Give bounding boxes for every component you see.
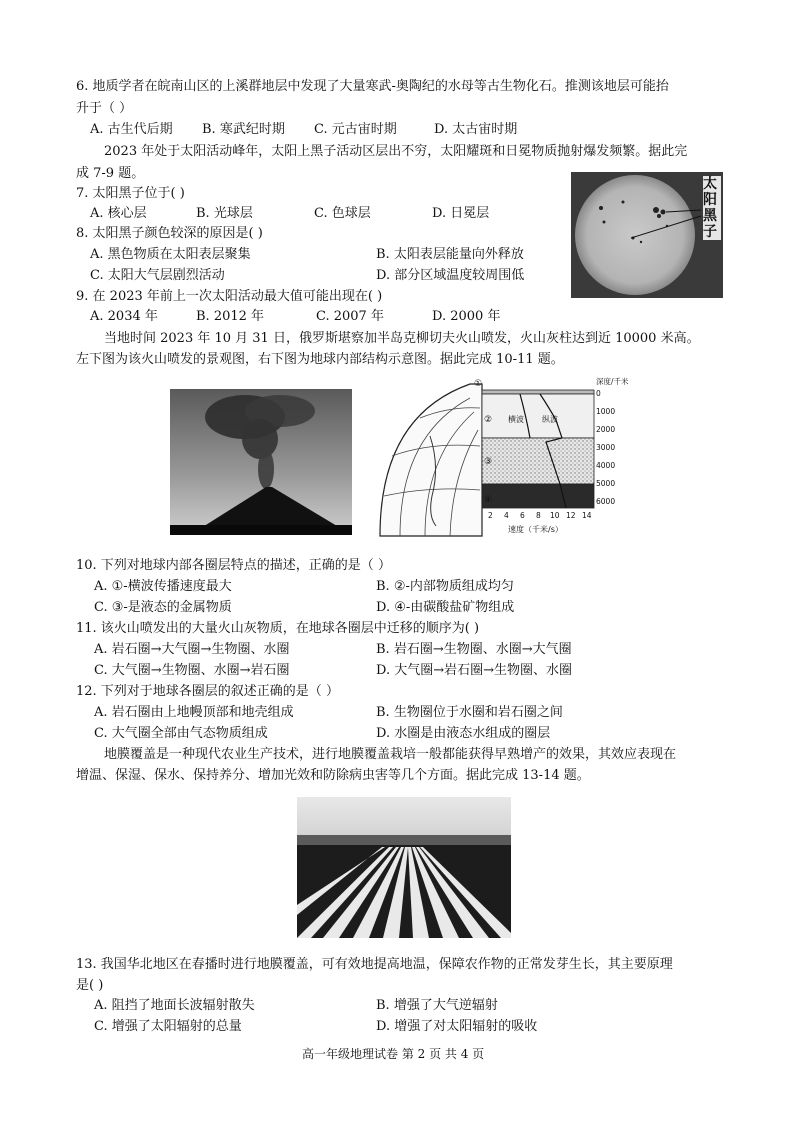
q11-stem: 11. 该火山喷发出的大量火山灰物质，在地球各圈层中迁移的顺序为( ): [76, 621, 480, 636]
q11-option-a: A. 岩石圈→大气圈→生物圈、水圈: [94, 642, 290, 657]
q13-option-b: B. 增强了大气逆辐射: [376, 998, 498, 1013]
intro-10-11-line1: 当地时间 2023 年 10 月 31 日，俄罗斯堪察加半岛克柳切夫火山喷发，火山灰柱达到近 10000 米高。: [104, 331, 700, 346]
ash-plume: [242, 419, 278, 459]
depth-tick: 4000: [596, 461, 616, 470]
q9-option-a: A. 2034 年: [90, 309, 158, 324]
q10-option-b: B. ②-内部物质组成均匀: [376, 579, 514, 594]
intro-13-14-line2: 增温、保湿、保水、保持养分、增加光效和防除病虫害等几个方面。据此完成 13-14 题。: [76, 768, 590, 783]
q9-stem: 9. 在 2023 年前上一次太阳活动最大值可能出现在( ): [76, 289, 383, 304]
shear-wave-label: 横波: [508, 415, 524, 424]
intro-7-9-line1: 2023 年处于太阳活动峰年，太阳上黑子活动区层出不穷，太阳耀斑和日冕物质抛射爆发频繁。据此完: [104, 144, 688, 159]
volcano-svg: [170, 389, 352, 535]
q10-stem: 10. 下列对地球内部各圈层特点的描述，正确的是（ ）: [76, 558, 391, 573]
q8-option-d: D. 部分区域温度较周围低: [376, 268, 525, 283]
sunspot: [603, 221, 606, 224]
q9-option-c: C. 2007 年: [316, 309, 384, 324]
q10-option-d: D. ④-由碳酸盐矿物组成: [376, 600, 515, 615]
depth-tick: 5000: [596, 479, 616, 488]
q12-stem: 12. 下列对于地球各圈层的叙述正确的是（ ）: [76, 684, 339, 699]
depth-axis-title: 深度/千米: [596, 377, 629, 386]
longitudinal-wave-label: 纵波: [542, 415, 558, 424]
q13-option-a: A. 阻挡了地面长波辐射散失: [94, 998, 255, 1013]
sunspot: [661, 210, 666, 215]
speed-axis-title: 速度（千米/s）: [508, 525, 563, 534]
sun-sunspot-photo: [571, 172, 723, 298]
depth-tick: 6000: [596, 497, 616, 506]
sunspot: [640, 241, 642, 243]
q7-option-b: B. 光球层: [196, 206, 253, 221]
q7-stem: 7. 太阳黑子位于( ): [76, 186, 185, 201]
marker-4: ④: [484, 495, 493, 505]
q7-option-c: C. 色球层: [314, 206, 371, 221]
q11-option-b: B. 岩石圈→生物圈、水圈→大气圈: [376, 642, 572, 657]
sun-sunspot-svg: [571, 172, 723, 298]
intro-7-9-line2: 成 7-9 题。: [76, 166, 145, 181]
intro-10-11-line2: 左下图为该火山喷发的景观图，右下图为地球内部结构示意图。据此完成 10-11 题。: [76, 352, 564, 367]
mulch-field-svg: [297, 797, 511, 938]
q12-option-c: C. 大气圈全部由气态物质组成: [94, 726, 268, 741]
speed-tick: 12: [566, 511, 576, 520]
volcano-photo: [170, 389, 352, 535]
q11-option-c: C. 大气圈→生物圈、水圈→岩石圈: [94, 663, 290, 678]
page-footer: 高一年级地理试卷 第 2 页 共 4 页: [302, 1047, 485, 1061]
speed-tick: 10: [550, 511, 560, 520]
marker-3: ③: [484, 457, 493, 467]
earth-interior-svg: [370, 376, 629, 540]
speed-tick: 4: [504, 511, 509, 520]
q7-option-a: A. 核心层: [90, 206, 147, 221]
q8-stem: 8. 太阳黑子颜色较深的原因是( ): [76, 226, 263, 241]
sunspot-label: 太阳黑子: [703, 176, 721, 240]
speed-tick: 14: [582, 511, 592, 520]
inner-core-layer: [482, 484, 594, 508]
earth-interior-diagram: [370, 376, 629, 540]
marker-2: ②: [484, 415, 493, 425]
sunspot: [653, 207, 659, 213]
ground: [170, 525, 352, 535]
marker-1: ①: [474, 379, 483, 389]
q8-option-b: B. 太阳表层能量向外释放: [376, 247, 524, 262]
q9-option-d: D. 2000 年: [432, 309, 501, 324]
ash-plume: [258, 449, 274, 489]
q7-option-d: D. 日冕层: [432, 206, 490, 221]
speed-tick: 8: [536, 511, 541, 520]
depth-tick: 3000: [596, 443, 616, 452]
q6-option-a: A. 古生代后期: [90, 122, 173, 137]
intro-13-14-line1: 地膜覆盖是一种现代农业生产技术，进行地膜覆盖栽培一般都能获得早熟增产的效果，其效应表现在: [104, 747, 677, 762]
crust-layer: [482, 390, 594, 394]
mantle-layer: [482, 394, 594, 438]
sunspot: [599, 206, 603, 210]
q9-option-b: B. 2012 年: [196, 309, 265, 324]
outer-core-layer: [482, 438, 594, 484]
sun-disk: [575, 175, 695, 295]
q6-stem-line2: 升于（ ）: [76, 101, 133, 116]
speed-tick: 2: [488, 511, 493, 520]
q12-option-d: D. 水圈是由液态水组成的圈层: [376, 726, 551, 741]
sunspot: [657, 214, 661, 218]
depth-tick: 2000: [596, 425, 616, 434]
q8-option-c: C. 太阳大气层剧烈活动: [90, 268, 225, 283]
q8-option-a: A. 黑色物质在太阳表层聚集: [90, 247, 251, 262]
sunspot: [622, 201, 625, 204]
q10-option-a: A. ①-横波传播速度最大: [94, 579, 232, 594]
q12-option-a: A. 岩石圈由上地幔顶部和地壳组成: [94, 705, 294, 720]
q6-option-d: D. 太古宙时期: [434, 122, 518, 137]
q13-option-d: D. 增强了对太阳辐射的吸收: [376, 1019, 538, 1034]
depth-tick: 0: [596, 389, 601, 398]
speed-tick: 6: [520, 511, 525, 520]
q13-stem-line2: 是( ): [76, 978, 104, 993]
q6-option-c: C. 元古宙时期: [314, 122, 397, 137]
q6-option-b: B. 寒武纪时期: [202, 122, 285, 137]
depth-tick: 1000: [596, 407, 616, 416]
q10-option-c: C. ③-是液态的金属物质: [94, 600, 232, 615]
q6-stem-line1: 6. 地质学者在皖南山区的上溪群地层中发现了大量寒武-奥陶纪的水母等古生物化石。推测该地层可能抬: [76, 79, 669, 94]
q11-option-d: D. 大气圈→岩石圈→生物圈、水圈: [376, 663, 573, 678]
q13-stem-line1: 13. 我国华北地区在春播时进行地膜覆盖，可有效地提高地温，保障农作物的正常发芽生长，其主要原理: [76, 957, 673, 972]
q13-option-c: C. 增强了太阳辐射的总量: [94, 1019, 242, 1034]
plastic-mulch-field-photo: [297, 797, 511, 938]
q12-option-b: B. 生物圈位于水圈和岩石圈之间: [376, 705, 563, 720]
